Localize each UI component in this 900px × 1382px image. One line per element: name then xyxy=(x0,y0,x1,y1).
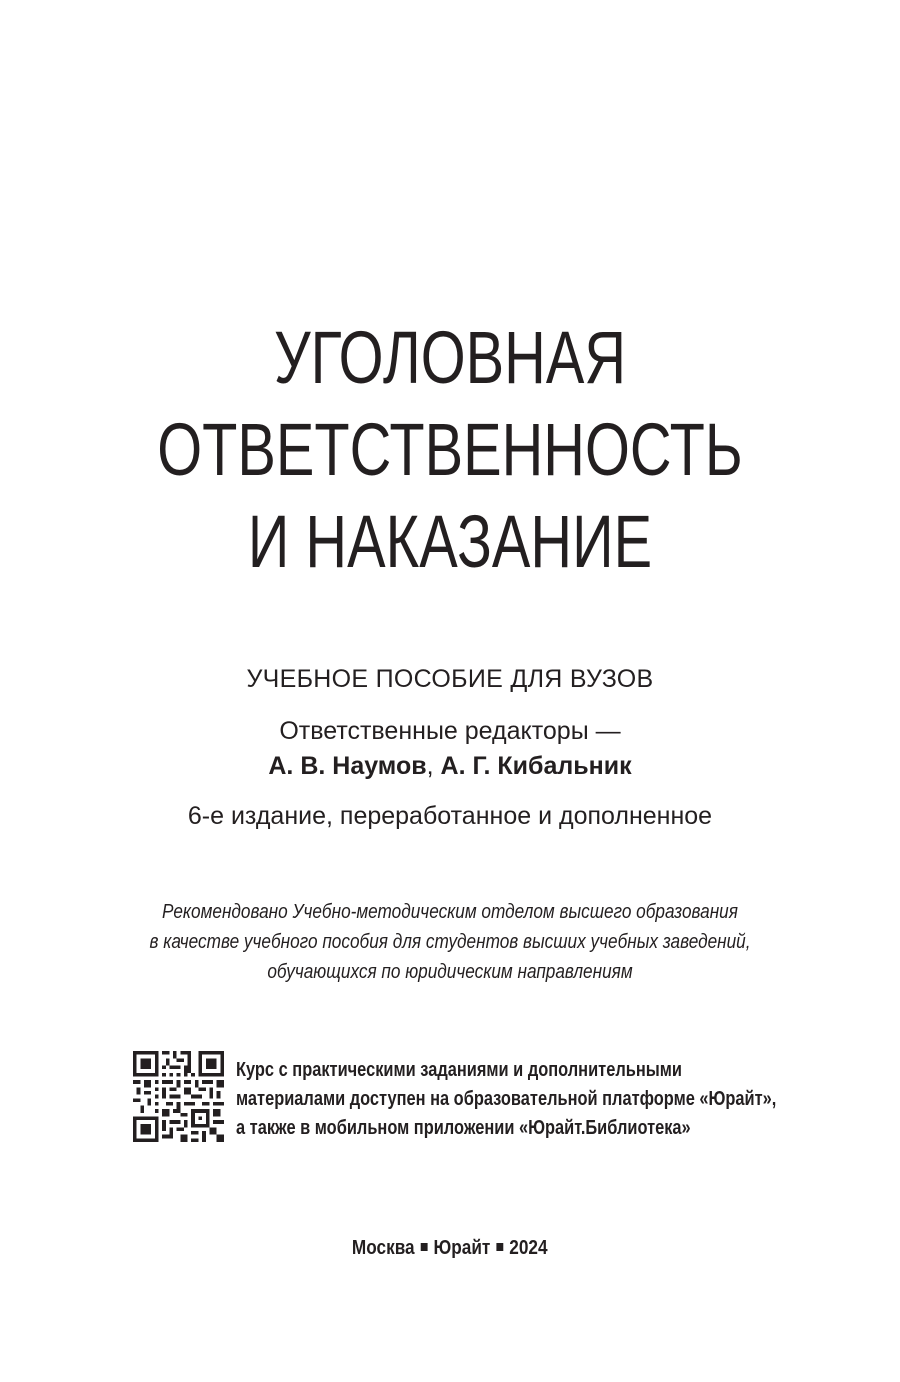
imprint xyxy=(0,1233,900,1263)
book-title xyxy=(0,312,900,588)
recommendation-line-2: в качестве учебного пособия для студентов высших учебных заведений, xyxy=(149,931,751,953)
editor-name-1: А. В. Наумов xyxy=(268,752,427,780)
recommendation-note xyxy=(0,897,900,987)
editors-label: Ответственные редакторы — xyxy=(279,717,621,745)
course-line-1: Курс с практическими заданиями и дополнительными xyxy=(236,1059,682,1081)
course-note xyxy=(236,1056,856,1143)
book-subtitle: УЧЕБНОЕ ПОСОБИЕ ДЛЯ ВУЗОВ xyxy=(246,665,654,693)
recommendation-line-1: Рекомендовано Учебно-методическим отделом высшего образования xyxy=(162,901,738,923)
imprint-city: Москва xyxy=(352,1237,415,1259)
editor-separator: , xyxy=(426,752,441,780)
edition-note: 6-е издание, переработанное и дополненное xyxy=(187,802,713,830)
imprint-publisher: Юрайт xyxy=(433,1237,491,1259)
course-line-3: а также в мобильном приложении «Юрайт.Библиотека» xyxy=(236,1117,691,1139)
square-separator-icon xyxy=(497,1243,504,1251)
title-line-3: И НАКАЗАНИЕ xyxy=(247,500,653,583)
qr-code-icon[interactable] xyxy=(133,1051,224,1142)
editor-name-2: А. Г. Кибальник xyxy=(440,752,632,780)
title-line-2: ОТВЕТСТВЕННОСТЬ xyxy=(157,408,743,491)
course-line-2: материалами доступен на образовательной платформе «Юрайт», xyxy=(236,1088,777,1110)
recommendation-line-3: обучающихся по юридическим направлениям xyxy=(267,961,633,983)
title-line-1: УГОЛОВНАЯ xyxy=(273,316,627,399)
square-separator-icon xyxy=(421,1243,428,1251)
imprint-year: 2024 xyxy=(509,1237,548,1259)
editors-names xyxy=(0,749,900,783)
